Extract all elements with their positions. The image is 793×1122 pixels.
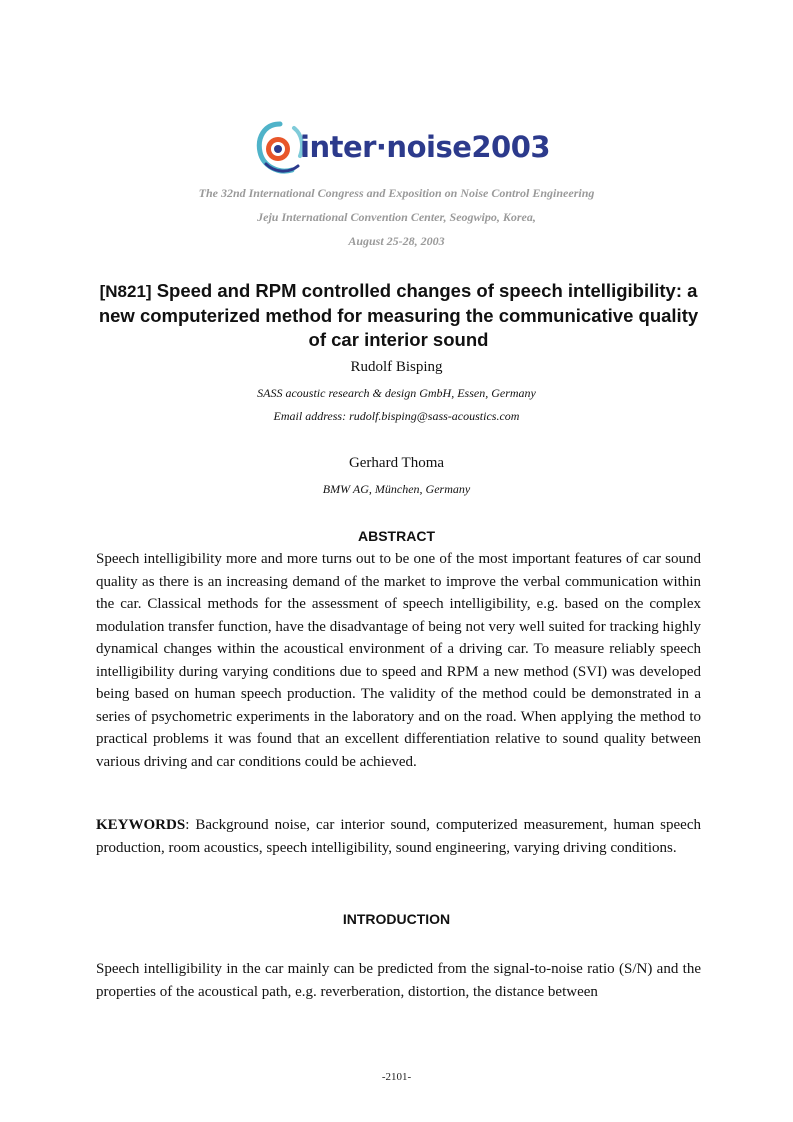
keywords-paragraph [96,814,701,859]
conference-dates: August 25-28, 2003 [348,234,445,248]
author-affiliation: BMW AG, München, Germany [322,482,471,496]
logo-text: inter·noise2003 [300,130,551,164]
conference-logo [254,120,551,178]
abstract-heading: ABSTRACT [358,528,435,544]
swirl-globe-icon [254,120,306,178]
paper-code: [N821] [99,282,152,301]
author-affiliation: SASS acoustic research & design GmbH, Essen, Germany [257,386,536,400]
introduction-heading: INTRODUCTION [342,911,451,927]
page-number: -2101- [381,1071,412,1083]
conference-name: The 32nd International Congress and Exposition on Noise Control Engineering [198,186,595,200]
paper-title-text: Speed and RPM controlled changes of speech intelligibility: a new computerized method for measuring the communicative quality of car interior sound [98,280,699,350]
introduction-text: Speech intelligibility in the car mainly can be predicted from the signal-to-noise ratio (S/N) and the properties of the acoustical path, e.g. reverberation, distortion, the distance between [96,961,701,1000]
keywords-label: KEYWORDS [96,817,186,833]
abstract-text: Speech intelligibility more and more turns out to be one of the most important features of car sound quality as there is an increasing demand of the market to improve the verbal communication within the car. Classical methods for the assessment of speech intelligibility, e.g. based on the complex modulation transfer function, have the disadvantage of being not very well suited for tracking highly dynamical changes within the acoustical environment of a driving car. To measure reliably speech intelligibility during varying conditions due to speed and RPM a new method (SVI) was developed being based on human speech production. The validity of the method could be demonstrated in a series of psychometric experiments in the laboratory and on the road. When applying the method to practical problems it was found that an excellent differentiation relative to sound quality between various driving and car conditions could be achieved. [96,551,701,770]
author-name: Gerhard Thoma [348,455,445,471]
conference-venue: Jeju International Convention Center, Seogwipo, Korea, [257,210,536,224]
paper-title [96,279,701,352]
author-email: Email address: rudolf.bisping@sass-acoustics.com [273,409,520,423]
keywords-text: : Background noise, car interior sound, computerized measurement, human speech production, room acoustics, speech intelligibility, sound engineering, varying driving conditions. [96,817,701,856]
author-name: Rudolf Bisping [350,359,443,375]
